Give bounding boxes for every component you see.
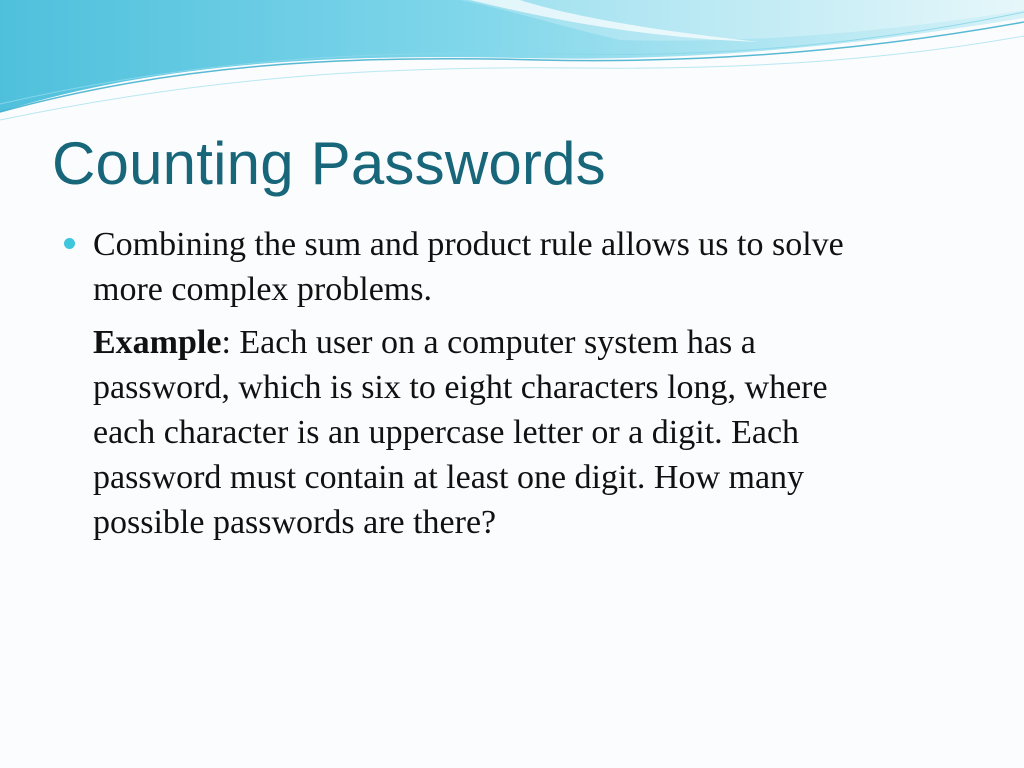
example-text-line-5: possible passwords are there? xyxy=(93,504,497,541)
bullet-text-line-1: Combining the sum and product rule allows us to solve xyxy=(93,226,844,263)
slide-body xyxy=(62,222,982,545)
example-text-line-3: each character is an uppercase letter or a digit. Each xyxy=(93,414,800,451)
header-wave-decoration xyxy=(0,0,1024,130)
bullet-item xyxy=(62,222,982,312)
bullet-text-line-2: more complex problems. xyxy=(93,271,432,308)
example-label: Example xyxy=(93,324,222,361)
example-text-line-1: : Each user on a computer system has a xyxy=(221,324,756,361)
round-bullet-icon xyxy=(64,238,75,249)
example-paragraph xyxy=(62,320,982,545)
example-text-line-2: password, which is six to eight characters long, where xyxy=(93,369,828,406)
example-text-line-4: password must contain at least one digit. How many xyxy=(93,459,805,496)
slide-title: Counting Passwords xyxy=(52,130,606,197)
